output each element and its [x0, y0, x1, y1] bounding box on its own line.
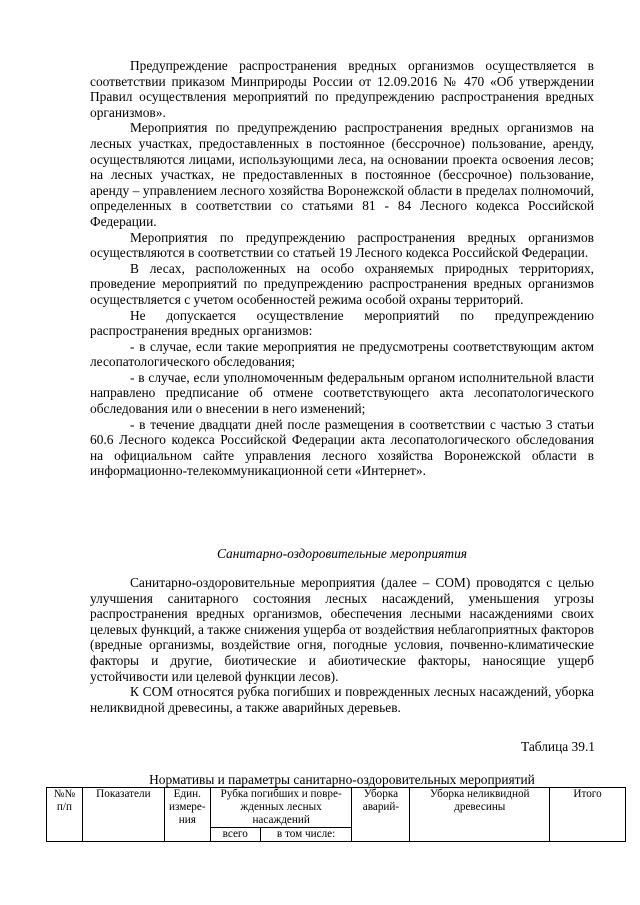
paragraph: Не допускается осуществление мероприятий по предупреждению распространения вредных организмов:: [90, 307, 594, 339]
parameters-table: [46, 787, 626, 842]
body-text-bottom: [90, 575, 594, 715]
header-cell-emergency: Уборка аварий-: [352, 788, 410, 842]
bullet-item: - в случае, если уполномоченным федеральным органом исполнительной власти направлено предписание об отмене соответствующего акта лесопатологического обследования или о внесении в него изменений;: [90, 369, 594, 417]
table-number: Таблица 39.1: [520, 739, 595, 754]
paragraph: Предупреждение распространения вредных организмов осуществляется в соответствии приказом Минприроды России от 12.09.2016 № 470 «Об утверждении Правил осуществления мероприятий по предупреждению распространения вредных организмов».: [90, 58, 594, 120]
header-cell-number: №№ п/п: [47, 788, 83, 842]
section-heading: Санитарно-оздоровительные мероприятия: [216, 546, 467, 561]
header-cell-felling: Рубка погибших и повре- жденных лесных насаждений: [210, 788, 352, 828]
table-title: Нормативы и параметры санитарно-оздоровительных мероприятий: [149, 772, 535, 787]
subheader-cell-total: всего: [210, 828, 260, 842]
paragraph: В лесах, расположенных на особо охраняемых природных территориях, проведение мероприятий по предупреждению распространения вредных организмов осуществляется с учетом особенностей режима особой охраны территорий.: [90, 260, 594, 307]
body-text-top: [90, 58, 594, 479]
header-cell-deadwood: Уборка неликвидной древесины: [410, 788, 550, 842]
table-header-row: [47, 788, 626, 828]
bullet-item: - в случае, если такие мероприятия не предусмотрены соответствующим актом лесопатологического обследования;: [90, 338, 594, 370]
paragraph: Санитарно-оздоровительные мероприятия (далее – СОМ) проводятся с целью улучшения санитарного состояния лесных насаждений, уменьшения угрозы распространения вредных организмов, обеспечения лесными насаждениями своих целевых функций, а также снижения ущерба от воздействия неблагоприятных факторов (вредные организмы, воздействие огня, погодные условия, почвенно-климатические факторы и другие, биотические и абиотические факторы, наносящие ущерб устойчивости или целевой функции лесов).: [90, 575, 594, 684]
paragraph: Мероприятия по предупреждению распространения вредных организмов на лесных участках, предоставленных в постоянное (бессрочное) пользование, аренду, осуществляются лицами, использующими леса, на основании проекта освоения лесов; на лесных участках, не предоставленных в постоянное (бессрочное) пользование, аренду – управлением лесного хозяйства Воронежской области в пределах полномочий, определенных в соответствии со статьями 81 - 84 Лесного кодекса Российской Федерации.: [90, 120, 594, 229]
bullet-item: - в течение двадцати дней после размещения в соответствии с частью 3 статьи 60.6 Лесного кодекса Российской Федерации акта лесопатологического обследования на официальном сайте управления лесного хозяйства Воронежской области в информационно-телекоммуникационной сети «Интернет».: [90, 416, 594, 479]
paragraph: Мероприятия по предупреждению распространения вредных организмов осуществляются в соответствии со статьей 19 Лесного кодекса Российской Федерации.: [90, 229, 594, 261]
header-cell-unit: Един. измере- ния: [164, 788, 210, 842]
paragraph: К СОМ относятся рубка погибших и поврежденных лесных насаждений, уборка неликвидной древесины, а также аварийных деревьев.: [90, 684, 594, 715]
header-cell-total: Итого: [550, 788, 626, 842]
subheader-cell-including: в том числе:: [260, 828, 352, 842]
header-cell-indicators: Показатели: [82, 788, 164, 842]
